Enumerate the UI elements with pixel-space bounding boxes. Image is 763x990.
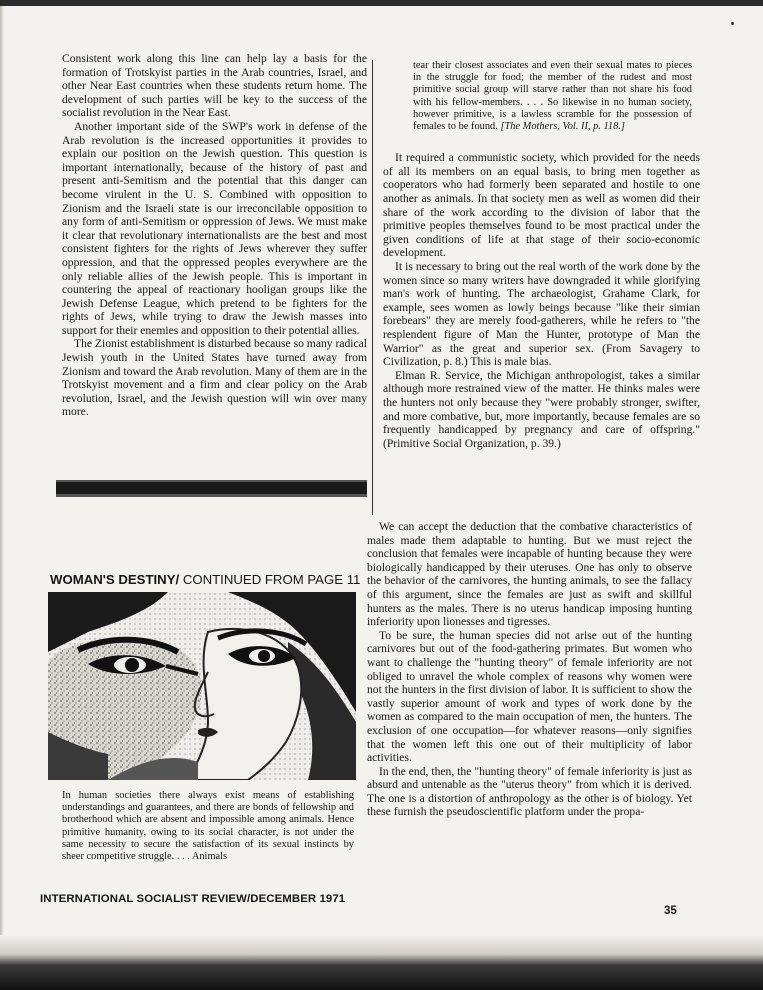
paragraph: To be sure, the human species did not arise out of the hunting carnivores but out of the food-gathering primates. But women who want to challenge the "hunting theory" of female inferiority are not obliged to unravel the whole complex of reasons why women were not the hunters in the first division of labor. It is sufficient to show the vastly superior amount of work and types of work done by the women as compared to the main occupation of men, the hunters. The exclusion of one occupation—for whatever reasons—only signifies that the women left this one out of their multiplicity of labor activities.	[367, 628, 692, 765]
paragraph: Elman R. Service, the Michigan anthropologist, takes a similar although more restrained view of the matter. He thinks males were the hunters not only because they "were probably stronger, swifter, and more combative, but, more importantly, because females are so frequently handicapped by pregnancy and care of offspring." (Primitive Social Organization, p. 39.)	[383, 368, 700, 450]
block-quote	[383, 60, 700, 133]
paragraph: We can accept the deduction that the combative characteristics of males made them adaptable to hunting. But we must reject the conclusion that females were incapable of hunting because they were biologically handicapped by their uteruses. One has only to observe the behavior of the carnivores, the hunting animals, to see the fallacy of this argument, since the females are just as swift and skillful hunters as the males. There is no uterus handicap imposing hunting inferiority upon lionesses and tigresses.	[367, 520, 692, 629]
page-edge-bottom	[0, 935, 763, 990]
page-number: 35	[664, 905, 677, 917]
left-column	[62, 52, 367, 419]
column-divider	[372, 60, 373, 515]
section-heading	[50, 572, 370, 587]
paragraph: It is necessary to bring out the real worth of the work done by the women since so many writers have downgraded it while glorifying man's work of hunting. The archaeologist, Grahame Clark, for example, sees women as lowly beings because "like their simian forebears" they are merely food-gatherers, while he refers to "the resplendent figure of Man the Hunter, prototype of Man the Warrior" as the great and superior sex. (From Savagery to Civilization, p. 8.) This is male bias.	[383, 259, 700, 369]
section-divider-bar	[56, 480, 367, 497]
right-column-lower	[367, 520, 692, 819]
paragraph: The Zionist establishment is disturbed because so many radical Jewish youth in the United States have turned away from Zionism and toward the Arab revolution. Many of them are in the Trotskyist movement and a firm and clear policy on the Arab revolution, Israel, and the Jewish question will win over many more.	[62, 337, 367, 419]
illustration-caption	[62, 790, 354, 863]
block-quote-text: tear their closest associates and even their sexual mates to pieces in the struggle for food; the member of the rudest and most primitive social group will starve rather than not share his food with his fellow-members. . . . So likewise in no human society, however primitive, is a lawless scramble for the possession of females to be found.	[413, 60, 692, 133]
egyptian-profiles-illustration	[48, 592, 356, 780]
caption-text: In human societies there always exist means of establishing understandings and guarantees, and there are bonds of fellowship and brotherhood which are absent and impossible among animals. Hence primitive humanity, owing to its social character, is not under the same necessity to secure the satisfaction of its sexual instincts by sheer competitive struggle. . . . Animals	[62, 790, 354, 863]
publication-footer: INTERNATIONAL SOCIALIST REVIEW/DECEMBER 1971	[40, 893, 346, 905]
page-speck	[731, 22, 734, 25]
section-heading-title: WOMAN'S DESTINY/	[50, 572, 180, 587]
illustration-drawing	[48, 592, 356, 780]
paragraph: Consistent work along this line can help lay a basis for the formation of Trotskyist parties in the Arab countries, Israel, and other Near East countries when these students return home. The development of such parties will be key to the success of the socialist revolution in the Near East.	[62, 52, 367, 120]
paragraph: In the end, then, the "hunting theory" of female inferiority is just as absurd and untenable as the "uterus theory" from which it is derived. The one is a distortion of anthropology as the other is of biology. Yet these furnish the pseudoscientific platform under the propa-	[367, 764, 692, 819]
page-edge-top	[0, 0, 763, 6]
block-quote-source: [The Mothers, Vol. II, p. 118.]	[500, 121, 625, 133]
paragraph: It required a communistic society, which provided for the needs of all its members on an equal basis, to bring men together as cooperators who had formerly been separated and hostile to one another as animals. In that society men as well as women did their share of the work according to the division of labor that the primitive peoples themselves found to be most practical under the given conditions of life at that stage of their socio-economic development.	[383, 151, 700, 260]
section-heading-continued: CONTINUED FROM PAGE 11	[179, 572, 361, 587]
page-shadow-left	[0, 0, 4, 990]
paragraph: Another important side of the SWP's work in defense of the Arab revolution is the increased opportunities it provides to explain our position on the Jewish question. This question is important internationally, because of the history of past and present anti-Semitism and the potential that this danger can become virulent in the U. S. Combined with opposition to Zionism and the Israeli state is our irreconcilable opposition to any form of anti-Semitism or oppression of Jews. We must make it clear that revolutionary internationalists are the best and most consistent fighters for the rights of Jews wherever they suffer oppression, and that the oppressed peoples everywhere are the only reliable allies of the Jewish people. This is important in countering the appeal of reactionary hooligan groups like the Jewish Defense League, which pretend to be fighters for the rights of Jews, while trying to draw the Jewish masses into support for their enemies and opposition to their potential allies.	[62, 119, 367, 337]
right-column	[383, 60, 700, 450]
